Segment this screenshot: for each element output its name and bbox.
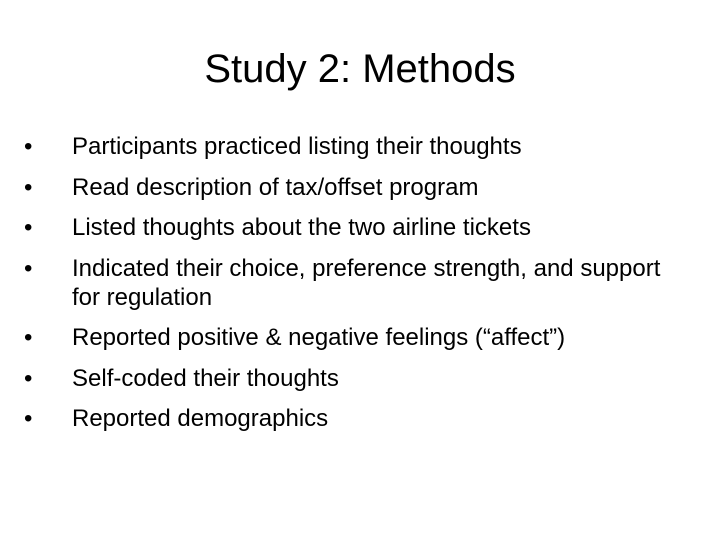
bullet-text: Reported positive & negative feelings (“affect”) <box>72 324 566 351</box>
slide-title: Study 2: Methods <box>204 47 516 91</box>
bullet-item <box>24 254 684 312</box>
bullet-item <box>24 213 684 242</box>
bullet-icon: • <box>24 254 33 282</box>
bullet-icon: • <box>24 133 33 160</box>
bullet-icon: • <box>24 214 33 241</box>
bullet-item <box>24 132 684 161</box>
bullet-item <box>24 364 684 393</box>
bullet-text: Participants practiced listing their thoughts <box>72 133 522 160</box>
bullet-icon: • <box>24 405 33 432</box>
bullet-list <box>24 132 684 433</box>
bullet-text: Self-coded their thoughts <box>72 364 339 392</box>
bullet-item <box>24 323 684 352</box>
bullet-text: Reported demographics <box>72 405 329 432</box>
bullet-text: Read description of tax/offset program <box>72 173 479 201</box>
bullet-icon: • <box>24 173 33 201</box>
bullet-item <box>24 404 684 433</box>
bullet-icon: • <box>24 324 33 351</box>
bullet-item <box>24 173 684 202</box>
bullet-text: Listed thoughts about the two airline tickets <box>72 214 531 241</box>
bullet-text: Indicated their choice, preference strength, and support for regulation <box>72 254 661 311</box>
bullet-icon: • <box>24 364 33 392</box>
